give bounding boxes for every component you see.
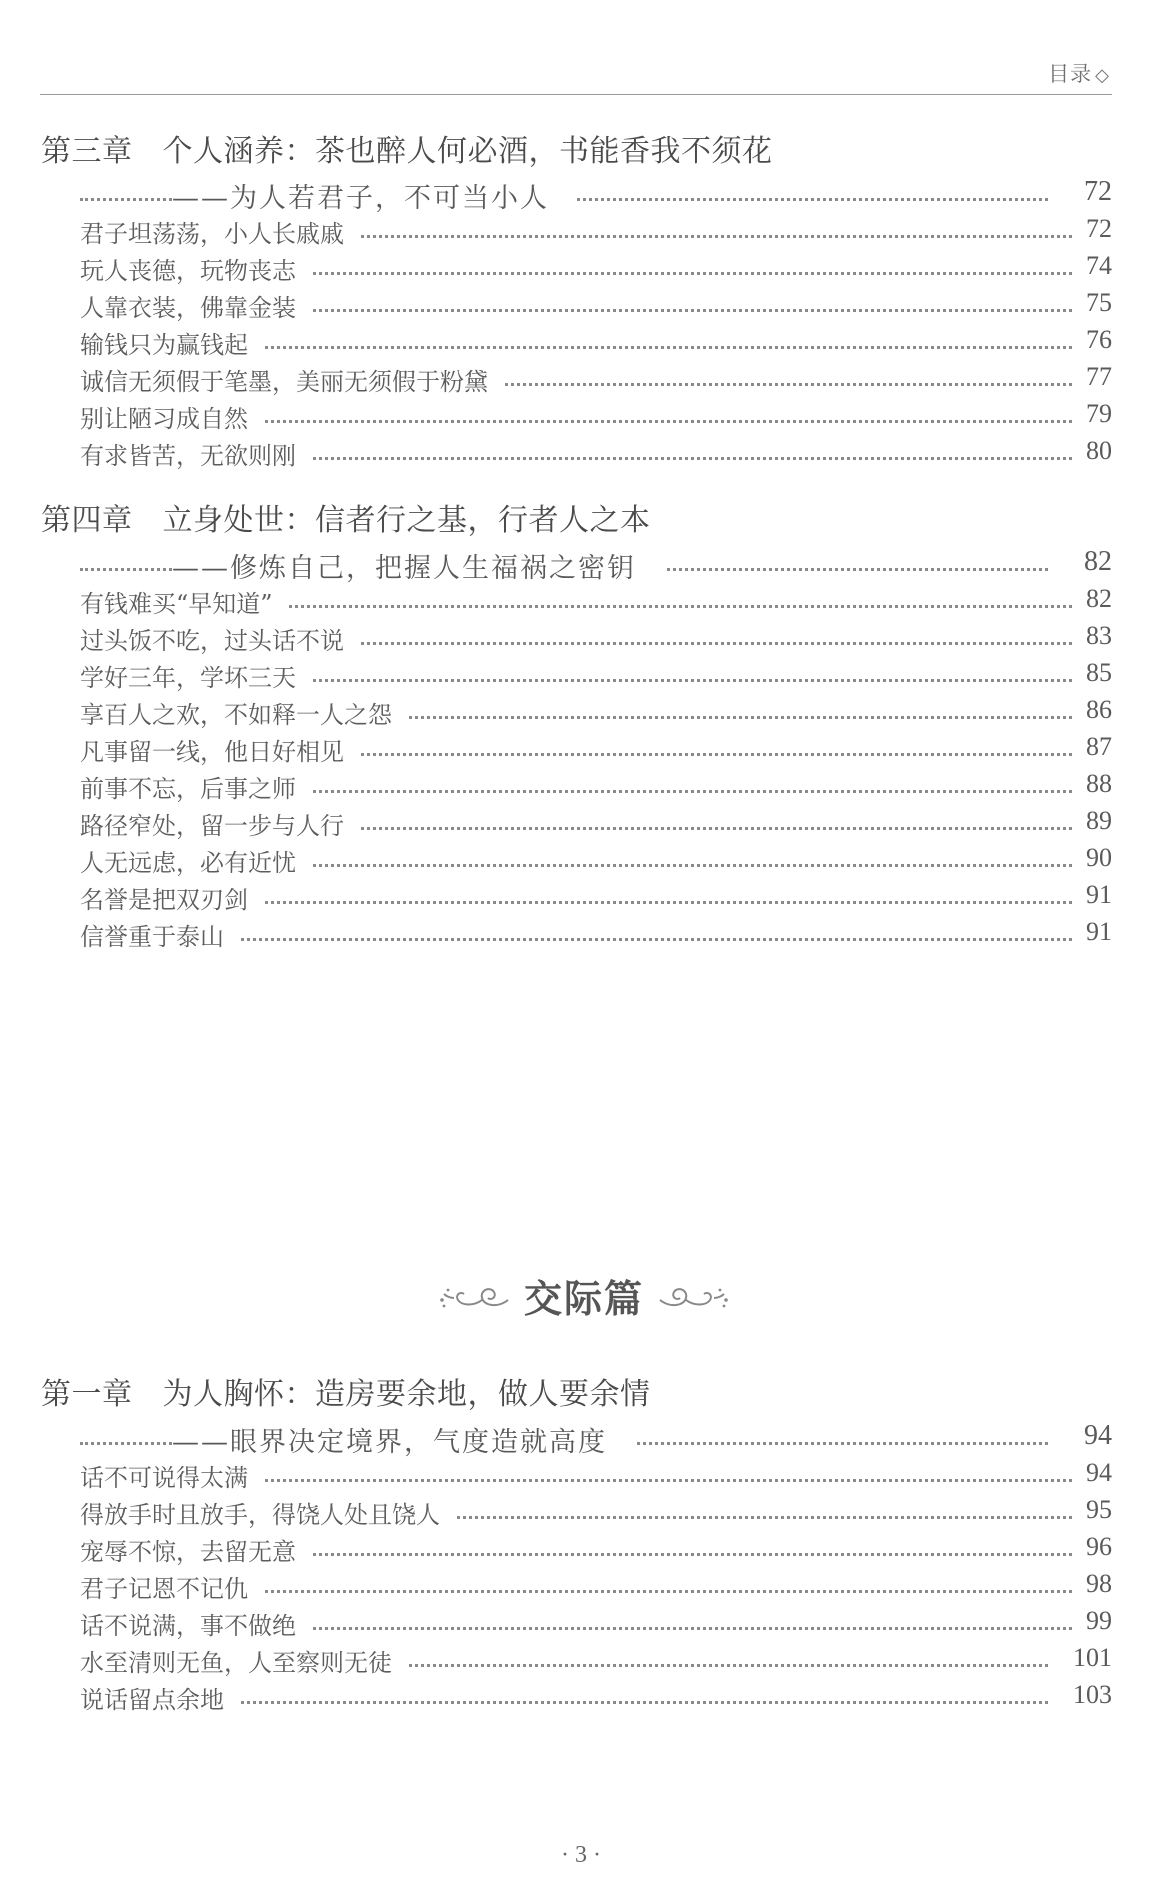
page-number: 101 <box>1073 1643 1112 1672</box>
chapter-subtitle: ——修炼自己，把握人生福祸之密钥 <box>172 546 664 585</box>
entry-label: 人靠衣装，佛靠金装 <box>80 288 310 323</box>
page-number: 91 <box>1086 917 1112 946</box>
entry-label: 水至清则无鱼，人至察则无徒 <box>80 1643 406 1678</box>
page-number: 80 <box>1086 436 1112 465</box>
entry-label: 路径窄处，留一步与人行 <box>80 806 358 841</box>
entry-label: 话不可说得太满 <box>80 1458 262 1493</box>
entry-label: 学好三年，学坏三天 <box>80 658 310 693</box>
toc-entry[interactable] <box>0 1680 1168 1724</box>
page-number: 86 <box>1086 695 1112 724</box>
page-number: 82 <box>1086 584 1112 613</box>
chapter-heading: 个人涵养：茶也醉人何必酒，书能香我不须花 <box>162 134 773 169</box>
chapter-subtitle: ——眼界决定境界，气度造就高度 <box>172 1420 635 1459</box>
page-number: 87 <box>1086 732 1112 761</box>
section-banner <box>0 1268 1168 1338</box>
page-number: 82 <box>1084 546 1112 577</box>
entry-label: 君子记恩不记仇 <box>80 1569 262 1604</box>
entry-label: 人无远虑，必有近忧 <box>80 843 310 878</box>
page-number: 79 <box>1086 399 1112 428</box>
page-number: 89 <box>1086 806 1112 835</box>
diamond-icon: ◇ <box>1095 65 1110 86</box>
entry-label: 名誉是把双刃剑 <box>80 880 262 915</box>
entry-label: 得放手时且放手，得饶人处且饶人 <box>80 1495 454 1530</box>
entry-label: 信誉重于泰山 <box>80 917 238 952</box>
page-number: 94 <box>1084 1420 1112 1451</box>
running-header-label <box>1048 58 1110 88</box>
page-number: 88 <box>1086 769 1112 798</box>
page-number: 103 <box>1073 1680 1112 1709</box>
entry-label: 玩人丧德，玩物丧志 <box>80 251 310 286</box>
scroll-flourish-left-icon <box>438 1276 514 1316</box>
entry-label: 宠辱不惊，去留无意 <box>80 1532 310 1567</box>
page-number: 98 <box>1086 1569 1112 1598</box>
chapter-number: 第三章 <box>41 134 133 169</box>
page-number: 72 <box>1086 214 1112 243</box>
entry-label: 凡事留一线，他日好相见 <box>80 732 358 767</box>
entry-label: 有求皆苦，无欲则刚 <box>80 436 310 471</box>
entry-label: 话不说满，事不做绝 <box>80 1606 310 1641</box>
entry-label: 过头饭不吃，过头话不说 <box>80 621 358 656</box>
page-number: 91 <box>1086 880 1112 909</box>
toc-entry[interactable] <box>0 436 1168 480</box>
chapter-subtitle: ——为人若君子，不可当小人 <box>172 176 577 215</box>
page-number: 85 <box>1086 658 1112 687</box>
page-number: 74 <box>1086 251 1112 280</box>
running-header-text: 目录 <box>1048 62 1093 86</box>
entry-label: 君子坦荡荡，小人长戚戚 <box>80 214 358 249</box>
page-number: 90 <box>1086 843 1112 872</box>
chapter-heading: 为人胸怀：造房要余地，做人要余情 <box>162 1377 651 1412</box>
page-number: 96 <box>1086 1532 1112 1561</box>
page-number: 99 <box>1086 1606 1112 1635</box>
chapter-title[interactable] <box>41 126 773 170</box>
chapter-heading: 立身处世：信者行之基，行者人之本 <box>162 503 651 538</box>
chapter-title[interactable] <box>41 1369 651 1413</box>
entry-label: 享百人之欢，不如释一人之怨 <box>80 695 406 730</box>
page-number: 83 <box>1086 621 1112 650</box>
entry-label: 前事不忘，后事之师 <box>80 769 310 804</box>
running-header <box>40 56 1112 95</box>
scroll-flourish-right-icon <box>654 1276 730 1316</box>
entry-label: 诚信无须假于笔墨，美丽无须假于粉黛 <box>80 362 502 397</box>
page-number: 94 <box>1086 1458 1112 1487</box>
entry-label: 别让陋习成自然 <box>80 399 262 434</box>
page-number: 76 <box>1086 325 1112 354</box>
page-number: 95 <box>1086 1495 1112 1524</box>
entry-label: 输钱只为赢钱起 <box>80 325 262 360</box>
chapter-number: 第四章 <box>41 503 133 538</box>
page-number: 72 <box>1084 176 1112 207</box>
section-title: 交际篇 <box>523 1276 644 1321</box>
page-number: 77 <box>1086 362 1112 391</box>
page-number: 75 <box>1086 288 1112 317</box>
page-folio: ·3· <box>561 1842 607 1868</box>
toc-entry[interactable] <box>0 917 1168 961</box>
chapter-title[interactable] <box>41 495 651 539</box>
entry-label: 有钱难买“早知道” <box>80 584 287 619</box>
entry-label: 说话留点余地 <box>80 1680 238 1715</box>
chapter-number: 第一章 <box>41 1377 133 1412</box>
